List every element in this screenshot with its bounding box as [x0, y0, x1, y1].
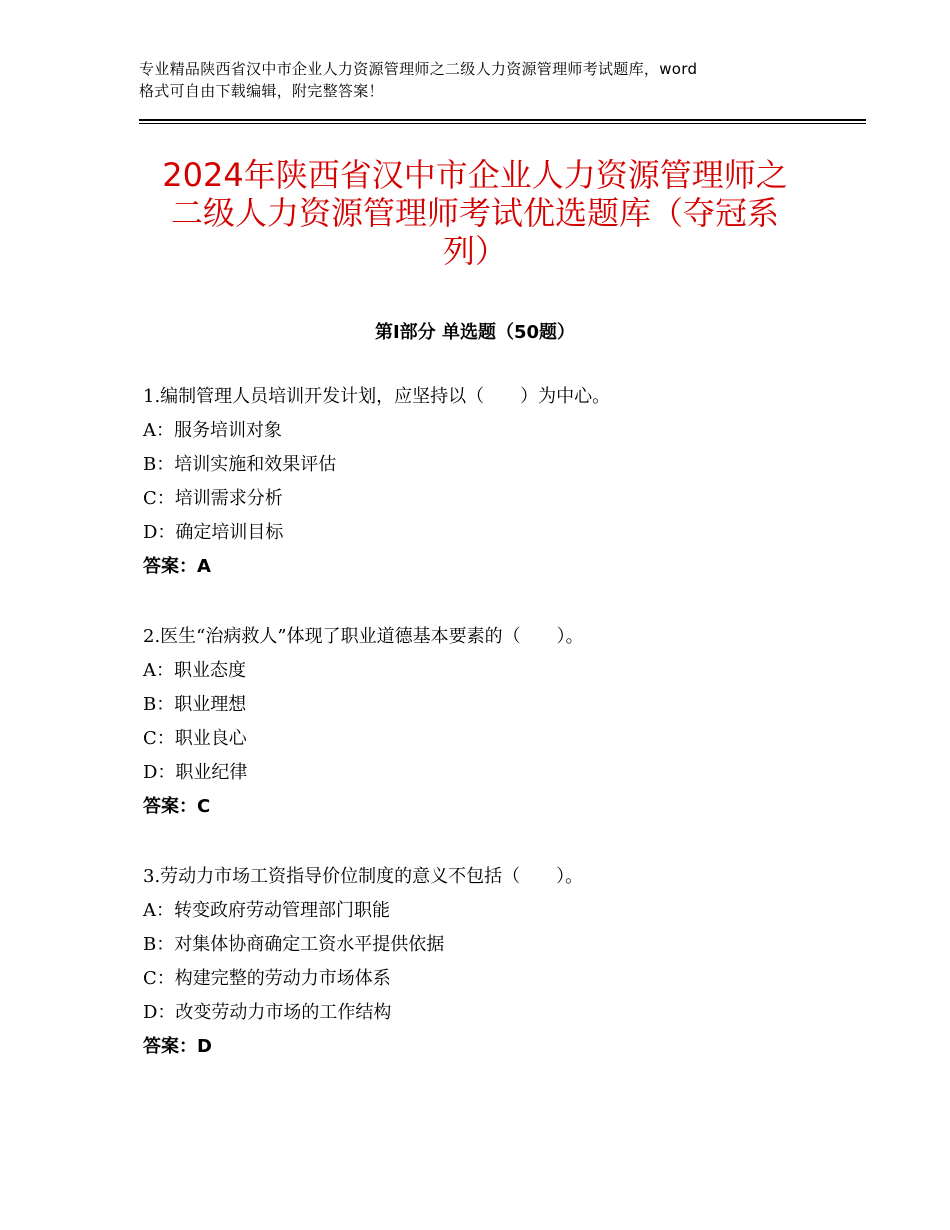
header-divider-thin: [139, 123, 866, 124]
question-stem: 3.劳动力市场工资指导价位制度的意义不包括（ ）。: [143, 866, 584, 887]
question-option-a: A：转变政府劳动管理部门职能: [143, 900, 390, 921]
document-title-line-1: 2024年陕西省汉中市企业人力资源管理师之: [162, 156, 788, 194]
header-divider-thick: [139, 119, 866, 121]
question-option-c: C：职业良心: [143, 728, 247, 749]
question-option-b: B：培训实施和效果评估: [143, 454, 337, 475]
document-title-line-2: 二级人力资源管理师考试优选题库（夺冠系: [170, 194, 779, 232]
question-option-a: A：职业态度: [143, 660, 246, 681]
header-note: [139, 58, 819, 102]
header-divider: [139, 119, 866, 125]
question-option-c: C：构建完整的劳动力市场体系: [143, 968, 391, 989]
header-note-line-1: 专业精品陕西省汉中市企业人力资源管理师之二级人力资源管理师考试题库，word: [139, 60, 698, 78]
header-note-line-2: 格式可自由下载编辑，附完整答案！: [139, 82, 384, 100]
question-option-b: B：职业理想: [143, 694, 247, 715]
question-option-b: B：对集体协商确定工资水平提供依据: [143, 934, 445, 955]
question-spacer: [143, 824, 823, 860]
question-item: [143, 860, 823, 1064]
question-option-a: A：服务培训对象: [143, 420, 282, 441]
section-heading: 第Ⅰ部分 单选题（50题）: [374, 322, 575, 343]
question-option-d: D：确定培训目标: [143, 522, 284, 543]
question-item: [143, 620, 823, 824]
document-title-line-3: 列）: [442, 232, 507, 270]
question-option-d: D：改变劳动力市场的工作结构: [143, 1002, 392, 1023]
question-answer: 答案：D: [143, 1036, 212, 1057]
question-option-c: C：培训需求分析: [143, 488, 283, 509]
question-answer: 答案：A: [143, 556, 211, 577]
question-stem: 1.编制管理人员培训开发计划，应坚持以（ ）为中心。: [143, 386, 611, 407]
question-option-d: D：职业纪律: [143, 762, 248, 783]
question-stem: 2.医生“治病救人”体现了职业道德基本要素的（ ）。: [143, 626, 584, 647]
document-title: [130, 156, 820, 270]
question-spacer: [143, 584, 823, 620]
question-list: [143, 380, 823, 1064]
question-item: [143, 380, 823, 584]
question-answer: 答案：C: [143, 796, 211, 817]
